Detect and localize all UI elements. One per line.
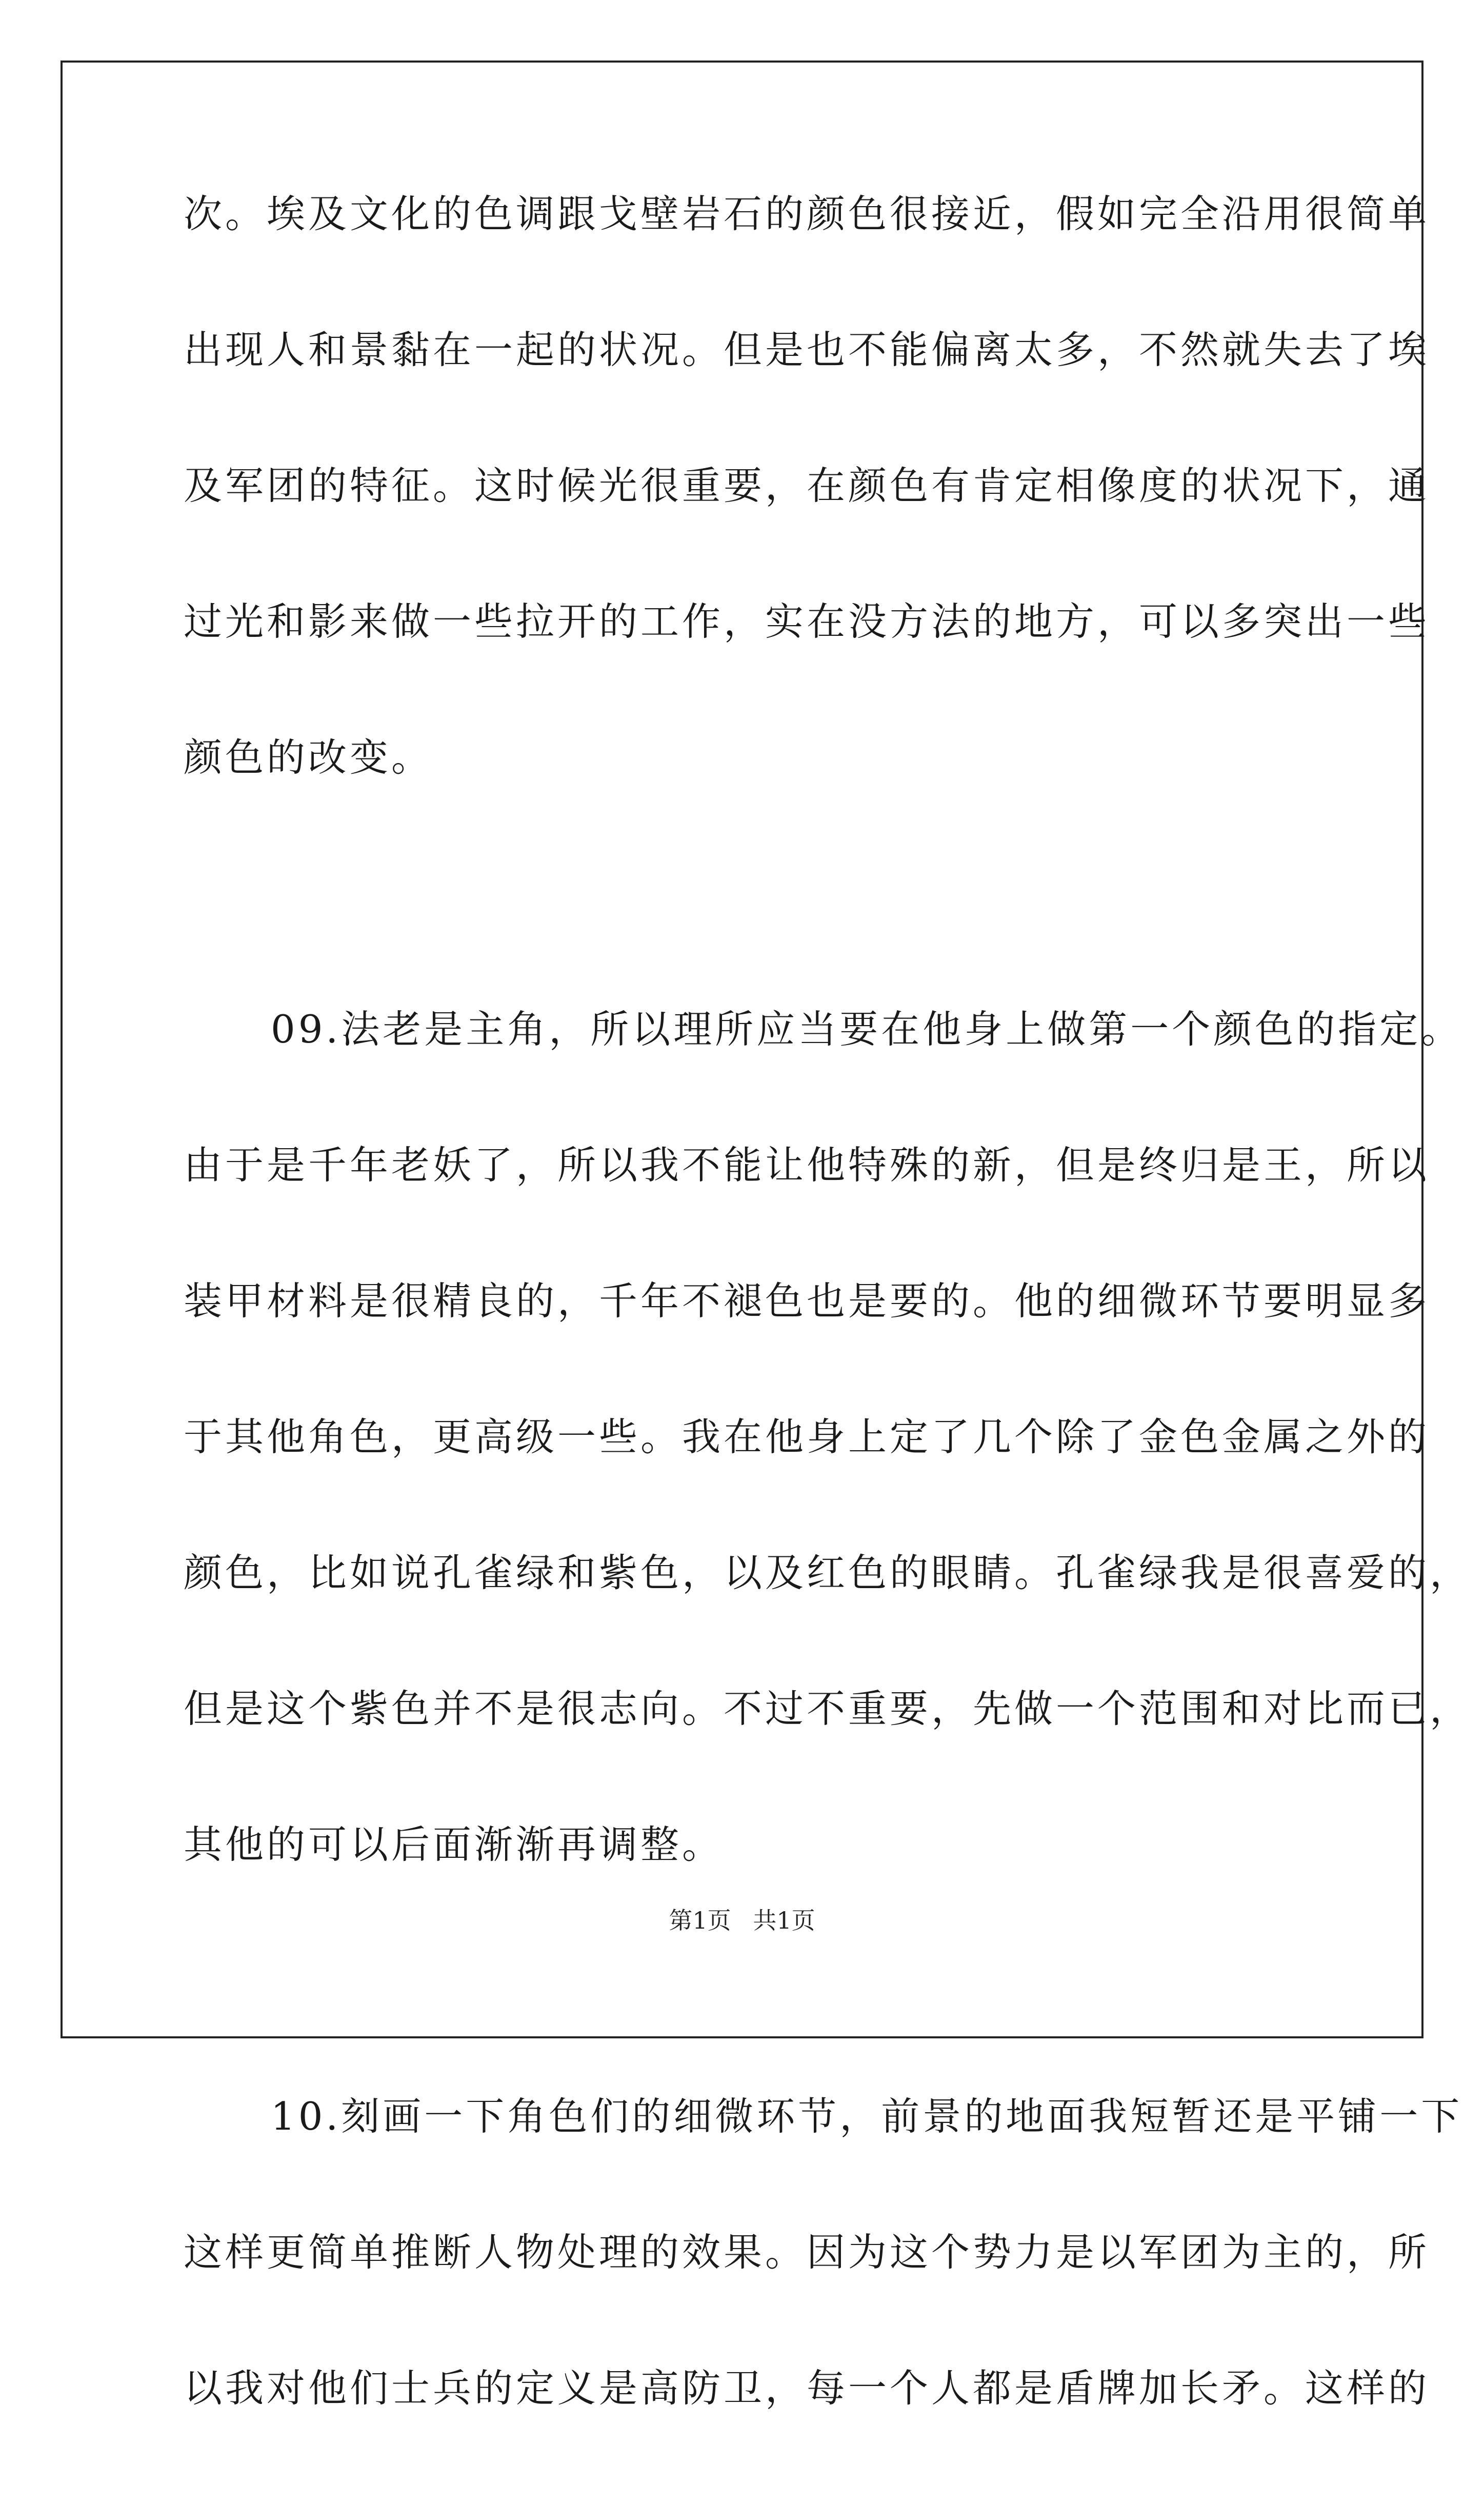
paragraph-gap <box>184 1961 1312 2097</box>
text-line: 颜色，比如说孔雀绿和紫色，以及红色的眼睛。孔雀绿我是很喜爱的， <box>184 1550 1472 1595</box>
paragraph-3 <box>184 2094 1463 2411</box>
document-body <box>184 191 1472 2505</box>
text-line: 这样更简单推断人物处理的效果。因为这个势力是以军团为主的，所 <box>184 2230 1430 2275</box>
text-line: 10.刻画一下角色们的细微环节，前景的地面我短暂还是平铺一下 <box>271 2094 1463 2139</box>
text-line: 及军团的特征。这时候光很重要，在颜色有肯定相像度的状况下，通 <box>184 463 1430 508</box>
page-total: 共1页 <box>753 1907 815 1934</box>
text-line: 出现人和景黏在一起的状况。但是也不能偏离太多，不然就失去了埃 <box>184 327 1430 372</box>
page-footer <box>0 1909 1484 1932</box>
paragraph-gap <box>184 874 1312 1010</box>
text-line: 装甲材料是很精良的，千年不褪色也是要的。他的细微环节要明显多 <box>184 1278 1430 1324</box>
text-line: 09.法老是主角，所以理所应当要在他身上做第一个颜色的指定。 <box>271 1007 1463 1052</box>
paragraph-1 <box>184 191 1430 780</box>
text-line: 但是这个紫色并不是很志向。不过不重要，先做一个范围和对比而已， <box>184 1686 1472 1731</box>
paragraph-2 <box>184 1007 1472 1867</box>
text-line: 以我对他们士兵的定义是高防卫，每一个人都是盾牌加长矛。这样的 <box>184 2366 1430 2411</box>
text-line: 由于是千年老妖了，所以我不能让他特殊的新，但是终归是王，所以 <box>184 1143 1430 1188</box>
text-line: 过光和影来做一些拉开的工作，实在没方法的地方，可以多突出一些 <box>184 599 1430 644</box>
text-line: 于其他角色，更高级一些。我在他身上定了几个除了金色金属之外的 <box>184 1414 1430 1459</box>
text-line: 次。埃及文化的色调跟戈壁岩石的颜色很接近，假如完全沿用很简单 <box>184 191 1430 236</box>
text-line: 其他的可以后面渐渐再调整。 <box>184 1822 724 1867</box>
page-number: 第1页 <box>669 1907 731 1934</box>
text-line: 颜色的改变。 <box>184 735 433 780</box>
